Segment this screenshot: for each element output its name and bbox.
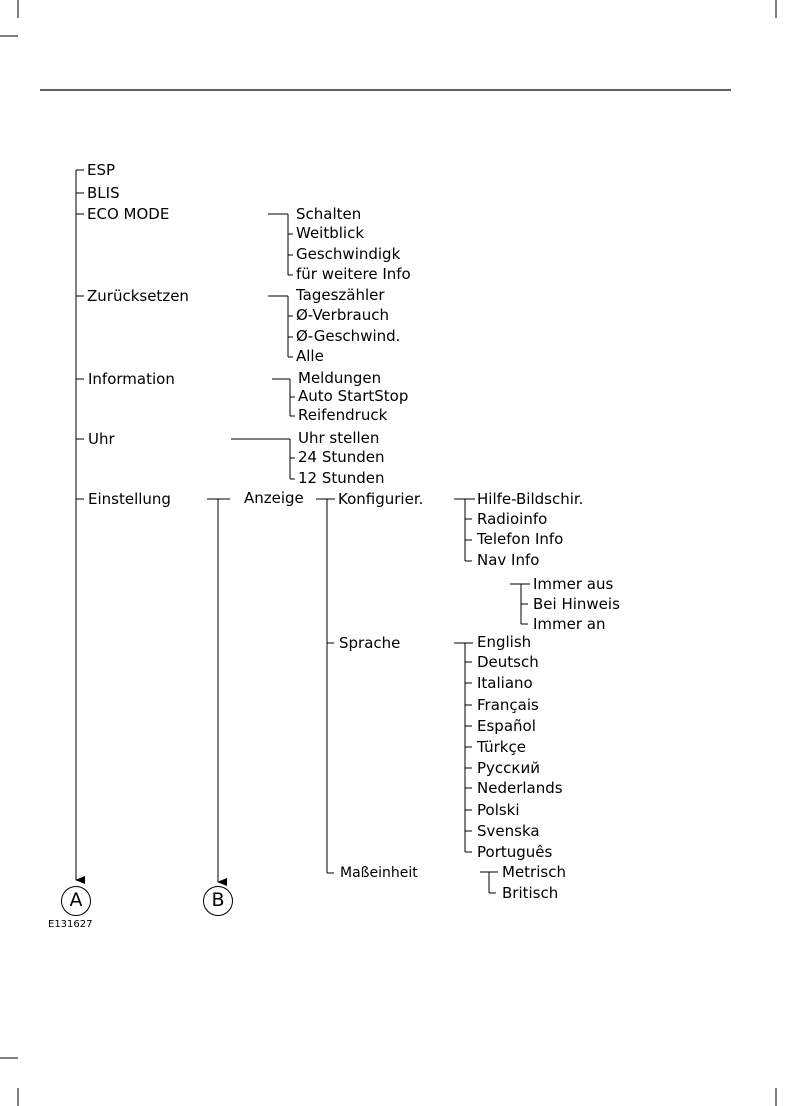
connector-b: B [203,886,233,916]
zuruecksetzen-item: Ø-Geschwind. [296,327,401,345]
uhr-item: 24 Stunden [298,448,385,466]
anzeige-label: Anzeige [244,489,304,507]
masseinheit-item: Britisch [502,884,559,902]
sprache-item: Svenska [477,822,540,840]
eco-mode-item: Geschwindigk [296,245,401,263]
konfigurier-item: Hilfe-Bildschir. [477,490,584,508]
eco-mode-item: Schalten [296,205,362,223]
root-item-uhr: Uhr [88,430,115,448]
sprache-item: Português [477,843,553,861]
konfigurier-item: Telefon Info [477,530,564,548]
nav-info-item: Immer aus [533,575,614,593]
konfigurier-item: Nav Info [477,551,540,569]
information-item: Reifendruck [298,406,388,424]
sprache-item: Deutsch [477,653,539,671]
masseinheit-label: Maßeinheit [340,865,418,881]
nav-info-item: Bei Hinweis [533,595,620,613]
information-item: Meldungen [298,369,382,387]
masseinheit-item: Metrisch [502,863,566,881]
connector-a: A [61,886,91,916]
uhr-item: Uhr stellen [298,429,380,447]
sprache-item: Polski [477,801,520,819]
sprache-item: Italiano [477,674,533,692]
sprache-item: Español [477,717,536,735]
figure-id: E131627 [48,919,93,930]
root-item-esp: ESP [87,161,116,179]
sprache-item: English [477,633,532,651]
root-item-einstellung: Einstellung [88,490,171,508]
sprache-label: Sprache [339,634,401,652]
eco-mode-item: für weitere Info [296,265,411,283]
sprache-item: Русский [477,759,540,777]
root-item-zuruecksetzen: Zurücksetzen [87,287,189,305]
konfigurier-label: Konfigurier. [338,490,424,508]
uhr-item: 12 Stunden [298,469,385,487]
eco-mode-item: Weitblick [296,224,365,242]
root-item-blis: BLIS [87,184,120,202]
information-item: Auto StartStop [298,387,409,405]
nav-info-item: Immer an [533,615,606,633]
sprache-item: Nederlands [477,779,563,797]
zuruecksetzen-item: Tageszähler [296,286,385,304]
sprache-item: Türkçe [477,738,526,756]
sprache-item: Français [477,696,539,714]
root-item-information: Information [88,370,175,388]
konfigurier-item: Radioinfo [477,510,548,528]
root-item-eco-mode: ECO MODE [87,205,170,223]
zuruecksetzen-item: Alle [296,347,324,365]
zuruecksetzen-item: Ø-Verbrauch [296,306,389,324]
